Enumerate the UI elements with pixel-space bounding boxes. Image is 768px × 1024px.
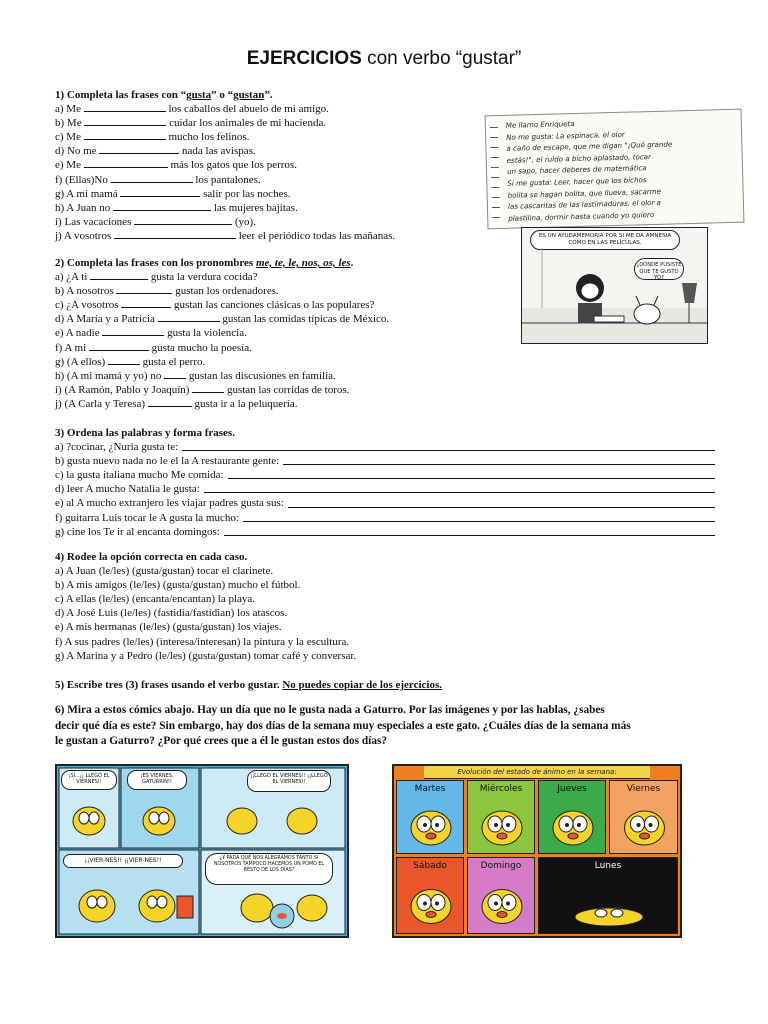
gaturro-face [539, 781, 606, 854]
exercise-3-item: g) cine los Te ir al encanta domingos: [55, 525, 715, 539]
day-label: Martes [414, 784, 446, 794]
exercise-2-item: g) (A ellos) gusta el perro. [55, 355, 206, 368]
answer-blank[interactable] [108, 355, 140, 365]
enriqueta-panel [521, 227, 708, 344]
exercise-3-item: e) al A mucho extranjero les viajar padres gusta sus: [55, 496, 715, 510]
exercise-6-line: le gustan a Gaturro? ¿Por qué crees que a él le gustan estos dos días? [55, 735, 388, 747]
enriqueta-illustration [522, 228, 707, 343]
week-comic-title: Evolución del estado de ánimo en la semana: [457, 768, 617, 776]
day-panel-4 [396, 857, 464, 934]
answer-line[interactable] [224, 525, 715, 536]
exercise-1-item: f) (Ellas)No los pantalones. [55, 173, 261, 186]
exercise-3-item: f) guitarra Luis tocar le A gusta la mucho: [55, 511, 715, 525]
day-label: Sábado [413, 861, 447, 871]
exercise-3-heading: 3) Ordena las palabras y forma frases. [55, 427, 235, 439]
exercise-1-item: a) Me los caballos del abuelo de mi amigo. [55, 103, 329, 116]
exercise-2-item: f) A mi gusta mucho la poesía. [55, 341, 252, 354]
exercise-6-line: 6) Mira a estos cómics abajo. Hay un día que no le gusta nada a Gaturro. Por las imágenes y por las hablas, ¿sabes [55, 704, 605, 716]
comic-speech-bubble: ¡¡VIER-NES!! ¡¡VIER-NES!! [63, 854, 183, 868]
exercise-6-line: decir qué día es este? Sin embargo, hay dos días de la semana muy especiales a este gato. ¿Cuáles días de la semana más [55, 719, 631, 732]
day-panel-2 [538, 780, 606, 854]
comic-speech-bubble: ¡SÍ...¡¡ LLEGÓ EL VIERNES!! [61, 770, 117, 790]
note-line: estás!", el ruido a bicho aplastado, tocar [506, 151, 652, 165]
answer-line[interactable] [243, 511, 715, 522]
exercise-2-item: d) A María y a Patricia gustan las comidas típicas de México. [55, 313, 390, 326]
gaturro-week-comic [392, 764, 682, 938]
gaturro-face [397, 858, 464, 934]
answer-blank[interactable] [84, 130, 166, 140]
gaturro-face [397, 781, 464, 854]
day-label: Jueves [557, 784, 587, 794]
day-label: Viernes [626, 784, 661, 794]
answer-blank[interactable] [84, 102, 166, 112]
exercise-2-item: j) (A Carla y Teresa) gusta ir a la peluquería. [55, 397, 298, 410]
gaturro-face [468, 858, 535, 934]
exercise-4-item[interactable]: b) A mis amigos (le/les) (gusta/gustan) mucho el fútbol. [55, 579, 301, 592]
exercise-1-item: i) Las vacaciones (yo). [55, 215, 256, 228]
answer-blank[interactable] [114, 229, 236, 239]
note-line: un sapo, hacer deberes de matemática [506, 163, 647, 177]
exercise-2-item: i) (A Ramón, Pablo y Joaquín) gustan las corridas de toros. [55, 383, 350, 396]
exercise-3-item: d) leer A mucho Natalia le gusta: [55, 482, 715, 496]
exercise-4-item[interactable]: e) A mis hermanas (le/les) (gusta/gustan) los viajes. [55, 621, 282, 634]
exercise-5 [55, 678, 442, 692]
exercise-3-item: a) ?cocinar, ¿Nuria gusta te: [55, 440, 715, 454]
day-label: Domingo [480, 861, 522, 871]
answer-blank[interactable] [158, 312, 220, 322]
exercise-2-item: b) A nosotros gustan los ordenadores. [55, 285, 279, 298]
speech-bubble: ES UN AYUDAMEMORIA POR SI ME DA AMNESIA COMO EN LAS PELÍCULAS. [530, 230, 680, 250]
exercise-5-text: 5) Escribe tres (3) frases usando el verbo gustar. No puedes copiar de los ejercicios. [55, 679, 443, 691]
exercise-6 [55, 703, 631, 750]
gaturro-face [539, 858, 678, 934]
answer-line[interactable] [204, 482, 715, 493]
exercise-1-item: c) Me mucho los felinos. [55, 131, 250, 144]
exercise-2-item: a) ¿A ti gusta la verdura cocida? [55, 271, 258, 284]
answer-blank[interactable] [102, 326, 164, 336]
answer-blank[interactable] [84, 116, 166, 126]
exercise-4-item[interactable]: g) A Marina y a Pedro (le/les) (gusta/gustan) tomar café y conversar. [55, 649, 357, 662]
note-line: Sí me gusta: Leer, hacer que los bichos [507, 175, 647, 188]
exercise-4 [55, 550, 356, 663]
notebook-spiral [490, 122, 501, 222]
page-title: EJERCICIOS con verbo “gustar” [246, 48, 522, 69]
exercise-1-item: h) A Juan no las mujeres bajitas. [55, 201, 298, 214]
answer-blank[interactable] [89, 341, 149, 351]
exercise-2-item: e) A nadie gusta la violencia. [55, 327, 247, 340]
exercise-3-item: c) la gusta italiana mucho Me comida: [55, 468, 715, 482]
answer-blank[interactable] [164, 369, 186, 379]
exercise-1-item: j) A vosotros leer el periódico todas las mañanas. [55, 229, 396, 242]
answer-blank[interactable] [99, 144, 179, 154]
exercise-4-item[interactable]: f) A sus padres (le/les) (interesa/interesan) la pintura y la escultura. [55, 635, 350, 648]
exercise-1 [55, 88, 395, 243]
answer-blank[interactable] [148, 397, 192, 407]
exercise-3-item: b) gusta nuevo nada no le el la A restaurante gente: [55, 454, 715, 468]
answer-line[interactable] [283, 454, 715, 465]
comic-speech-bubble: ¿Y PADA QUÉ NOS ALEGRAMOS TANTO SI NOSOTROS TAMPOCO HACEMOS UN POMO EL RESTO DE LOS DÍAS? [205, 853, 333, 885]
notebook-note [485, 109, 745, 230]
exercise-1-item: e) Me más los gatos que los perros. [55, 159, 297, 172]
answer-blank[interactable] [111, 173, 193, 183]
answer-line[interactable] [228, 468, 715, 479]
enriqueta-comic [486, 112, 742, 344]
gaturro-face [610, 781, 678, 854]
day-panel-5 [467, 857, 535, 934]
note-line: No me gusta: La espinaca, el olor [506, 129, 625, 142]
exercise-4-heading: 4) Rodee la opción correcta en cada caso. [55, 551, 248, 563]
speech-bubble-small: ¿DÓNDE PUSISTE QUE TE GUSTO YO? [634, 258, 684, 280]
answer-blank[interactable] [120, 187, 200, 197]
note-line: a caño de escape, que me digan "¡Qué grande [506, 139, 673, 154]
exercise-4-item[interactable]: a) A Juan (le/les) (gusta/gustan) tocar el clarinete. [55, 565, 274, 578]
answer-line[interactable] [182, 440, 715, 451]
answer-blank[interactable] [116, 284, 172, 294]
answer-line[interactable] [288, 496, 715, 507]
exercise-2 [55, 256, 389, 411]
note-line: plastilina, dormir hasta cuando yo quiero [508, 209, 655, 223]
exercise-1-heading: 1) Completa las frases con “gusta” o “gustan”. [55, 89, 273, 101]
exercise-1-item: b) Me cuidar los animales de mi hacienda. [55, 117, 327, 130]
day-panel-3 [609, 780, 678, 854]
exercise-3 [55, 426, 715, 539]
answer-blank[interactable] [192, 383, 224, 393]
day-panel-0 [396, 780, 464, 854]
day-label: Miércoles [479, 784, 523, 794]
day-label: Lunes [594, 861, 622, 871]
answer-blank[interactable] [113, 201, 211, 211]
day-panel-1 [467, 780, 535, 854]
gaturro-face [468, 781, 535, 854]
gaturro-friday-comic [55, 764, 349, 938]
exercise-2-item: c) ¿A vosotros gustan las canciones clásicas o las populares? [55, 299, 375, 312]
exercise-1-item: d) No me nada las avispas. [55, 145, 256, 158]
exercise-1-item: g) A mi mamá salir por las noches. [55, 187, 291, 200]
answer-blank[interactable] [84, 158, 168, 168]
note-line: Me llamo Enriqueta [505, 119, 575, 130]
answer-blank[interactable] [134, 215, 232, 225]
comic-speech-bubble: ¡ES VIERNES, GATURRIN!! [127, 770, 187, 790]
note-line: bolita se hagan bolita, que llueva, sacarme [507, 186, 662, 200]
exercise-4-item[interactable]: c) A ellas (le/les) (encanta/encantan) la playa. [55, 593, 256, 606]
answer-blank[interactable] [121, 298, 171, 308]
exercise-2-heading: 2) Completa las frases con los pronombres me, te, le, nos, os, les. [55, 257, 354, 269]
comic-speech-bubble: ¡¡LLEGÓ EL VIERNES!! ¡¡LLEGÓ EL VIERNES!! [247, 770, 331, 792]
answer-blank[interactable] [90, 270, 148, 280]
exercise-2-item: h) (A mi mamá y yo) no gustan las discusiones en familia. [55, 369, 336, 382]
note-line: las cascaritas de las lastimaduras, el olor a [507, 197, 662, 211]
exercise-4-item[interactable]: d) A José Luis (le/les) (fastidia/fastidian) los atascos. [55, 607, 288, 620]
day-panel-6 [538, 857, 678, 934]
